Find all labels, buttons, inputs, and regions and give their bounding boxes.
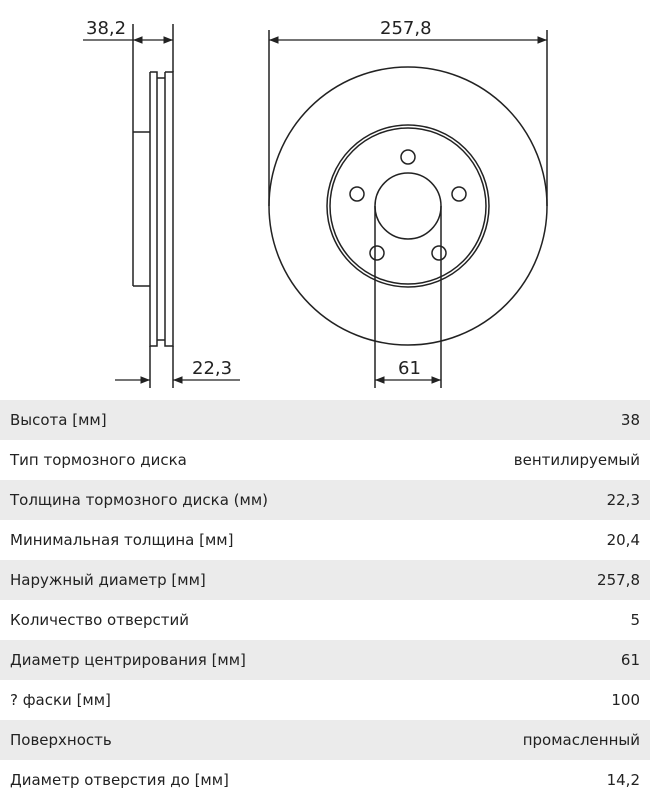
bolt-hole <box>432 246 446 260</box>
spec-value: 61 <box>620 651 640 669</box>
spec-label: ? фаски [мм] <box>10 691 111 709</box>
spec-row <box>0 720 650 760</box>
dim-label-center-bore: 61 <box>398 358 421 379</box>
dim-label-disc-thickness: 22,3 <box>192 358 233 379</box>
dimension-total-width <box>83 18 173 40</box>
spec-row <box>0 680 650 720</box>
bolt-hole <box>350 187 364 201</box>
spec-value: 257,8 <box>597 571 640 589</box>
bolt-hole <box>452 187 466 201</box>
bolt-hole <box>401 150 415 164</box>
spec-label: Диаметр отверстия до [мм] <box>10 771 229 789</box>
spec-value: 38 <box>620 411 640 429</box>
spec-value: 14,2 <box>606 771 640 789</box>
dim-label-outer-diameter: 257,8 <box>380 18 432 39</box>
spec-label: Диаметр центрирования [мм] <box>10 651 246 669</box>
spec-label: Поверхность <box>10 731 112 749</box>
spec-value: промасленный <box>522 731 640 749</box>
spec-label: Толщина тормозного диска (мм) <box>10 491 269 509</box>
dimension-outer-diameter <box>269 18 547 40</box>
dim-label-total-width: 38,2 <box>86 18 127 39</box>
dimension-center-bore <box>375 358 441 380</box>
bolt-hole <box>370 246 384 260</box>
spec-value: 20,4 <box>606 531 640 549</box>
spec-value: 5 <box>630 611 640 629</box>
dimension-disc-thickness <box>115 358 240 380</box>
spec-row <box>0 520 650 560</box>
specs-table <box>0 400 650 800</box>
spec-row <box>0 560 650 600</box>
spec-value: 22,3 <box>606 491 640 509</box>
spec-label: Тип тормозного диска <box>10 451 187 469</box>
spec-label: Минимальная толщина [мм] <box>10 531 234 549</box>
spec-row <box>0 480 650 520</box>
spec-value: 100 <box>611 691 640 709</box>
spec-row <box>0 640 650 680</box>
spec-row <box>0 440 650 480</box>
side-view <box>133 24 173 388</box>
spec-row <box>0 600 650 640</box>
spec-label: Наружный диаметр [мм] <box>10 571 206 589</box>
spec-label: Высота [мм] <box>10 411 107 429</box>
spec-value: вентилируемый <box>513 451 640 469</box>
front-view <box>269 30 547 388</box>
spec-row <box>0 400 650 440</box>
spec-label: Количество отверстий <box>10 611 190 629</box>
spec-row <box>0 760 650 800</box>
